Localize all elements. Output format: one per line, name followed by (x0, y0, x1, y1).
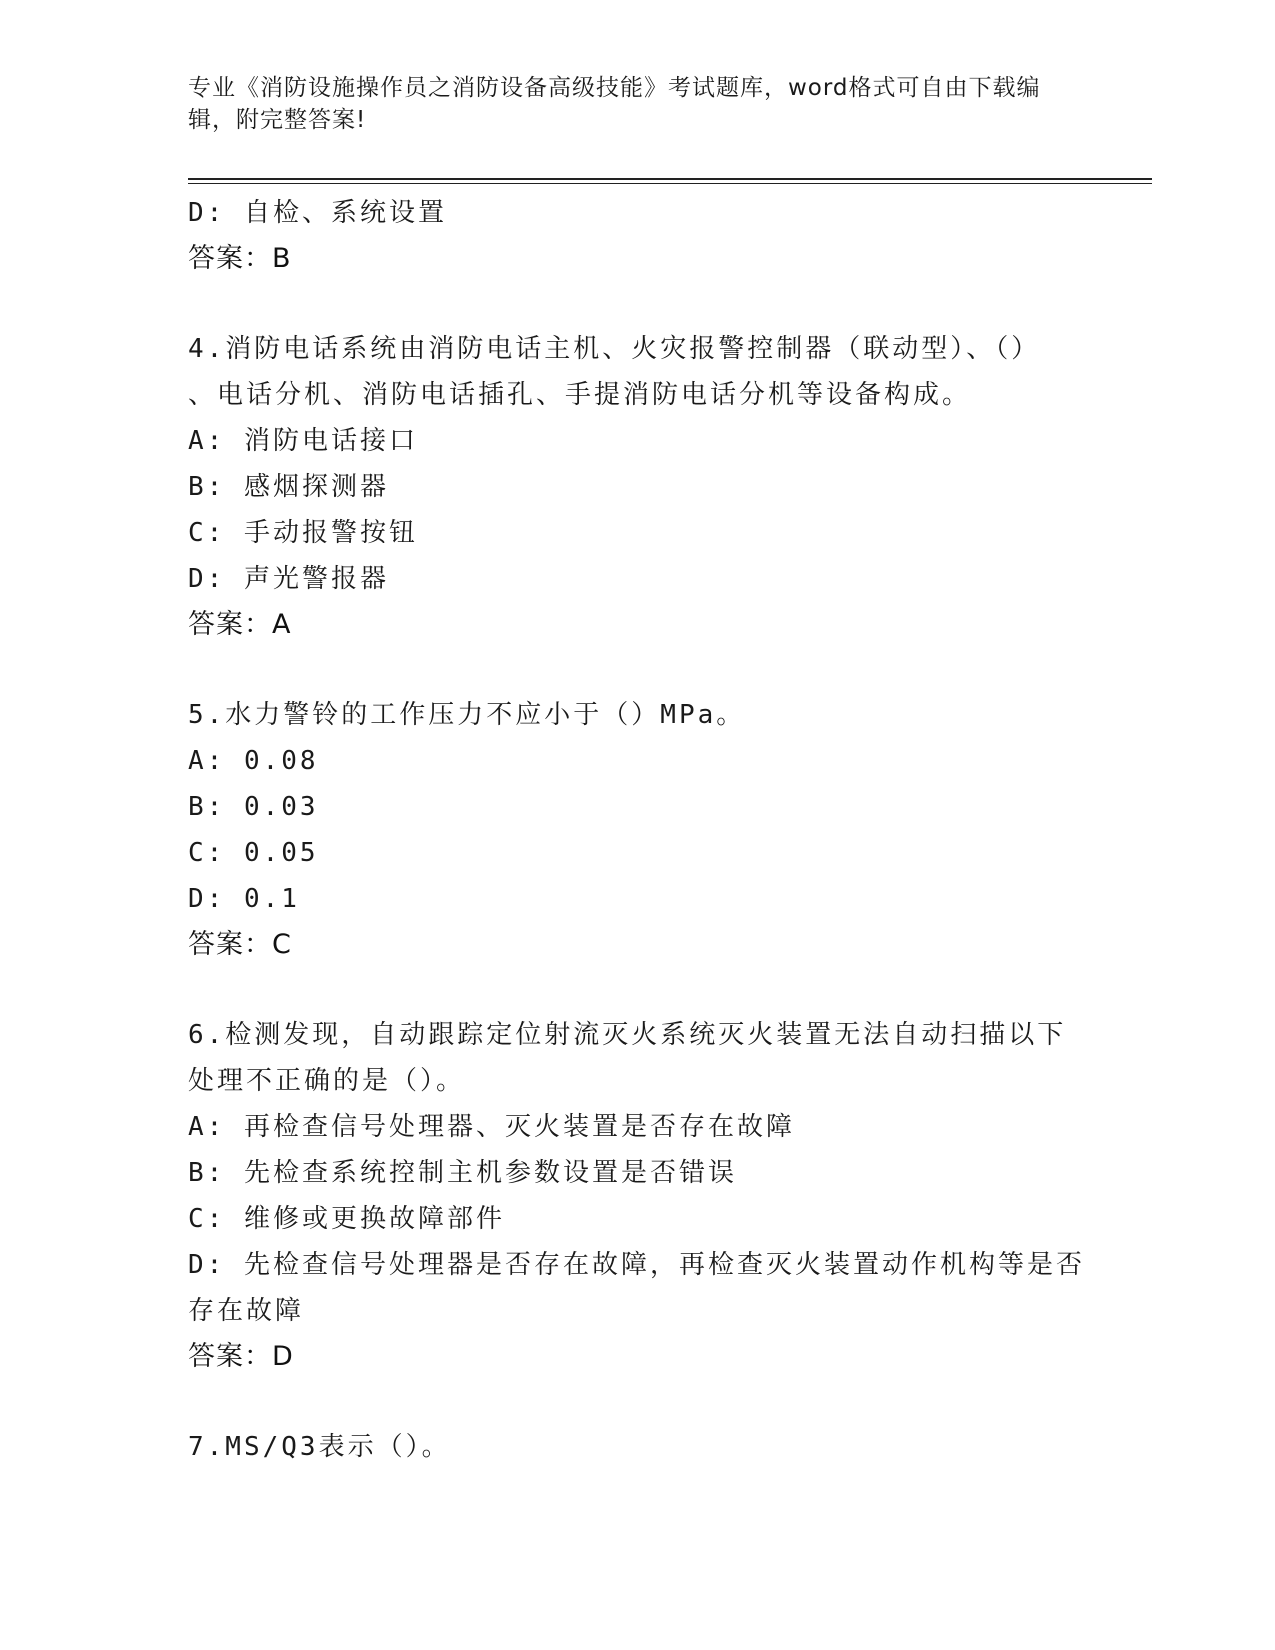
question-text-line: 处理不正确的是（）。 (188, 1066, 466, 1096)
option-c: C: 手动报警按钮 (188, 518, 418, 548)
header-rule-thick (188, 178, 1152, 180)
option-c: C: 维修或更换故障部件 (188, 1204, 505, 1234)
option-b: B: 感烟探测器 (188, 472, 389, 502)
question-text-line: 、电话分机、消防电话插孔、手提消防电话分机等设备构成。 (188, 380, 972, 410)
option-a: A: 0.08 (188, 746, 319, 776)
option-d: D: 先检查信号处理器是否存在故障，再检查灭火装置动作机构等是否 (188, 1250, 1085, 1280)
header-rule-thin (188, 183, 1152, 184)
page-header (188, 72, 1088, 136)
answer-line: 答案：B (188, 243, 292, 274)
answer-line: 答案：C (188, 929, 292, 960)
answer-line: 答案：A (188, 609, 292, 640)
question-6 (188, 1012, 1088, 1380)
option-c: C: 0.05 (188, 838, 319, 868)
option-d: D: 0.1 (188, 884, 300, 914)
question-prev-tail (188, 190, 1088, 282)
question-text-line: 4.消防电话系统由消防电话主机、火灾报警控制器（联动型）、（） (188, 334, 1041, 364)
option-d: D: 声光警报器 (188, 564, 389, 594)
question-text-line: 7.MS/Q3表示（）。 (188, 1432, 451, 1462)
option-b: B: 先检查系统控制主机参数设置是否错误 (188, 1158, 737, 1188)
option-d: D: 自检、系统设置 (188, 198, 447, 228)
option-a: A: 再检查信号处理器、灭火装置是否存在故障 (188, 1112, 795, 1142)
header-line-2: 辑，附完整答案! (188, 107, 367, 133)
question-4 (188, 326, 1088, 648)
header-line-1: 专业《消防设施操作员之消防设备高级技能》考试题库，word格式可自由下载编 (188, 75, 1041, 101)
document-body (188, 190, 1088, 1470)
question-7 (188, 1424, 1088, 1470)
option-b: B: 0.03 (188, 792, 319, 822)
answer-line: 答案：D (188, 1341, 294, 1372)
option-a: A: 消防电话接口 (188, 426, 418, 456)
question-5 (188, 692, 1088, 968)
option-d-continued: 存在故障 (188, 1296, 305, 1326)
question-text-line: 5.水力警铃的工作压力不应小于（）MPa。 (188, 700, 746, 730)
question-text-line: 6.检测发现，自动跟踪定位射流灭火系统灭火装置无法自动扫描以下 (188, 1020, 1067, 1050)
